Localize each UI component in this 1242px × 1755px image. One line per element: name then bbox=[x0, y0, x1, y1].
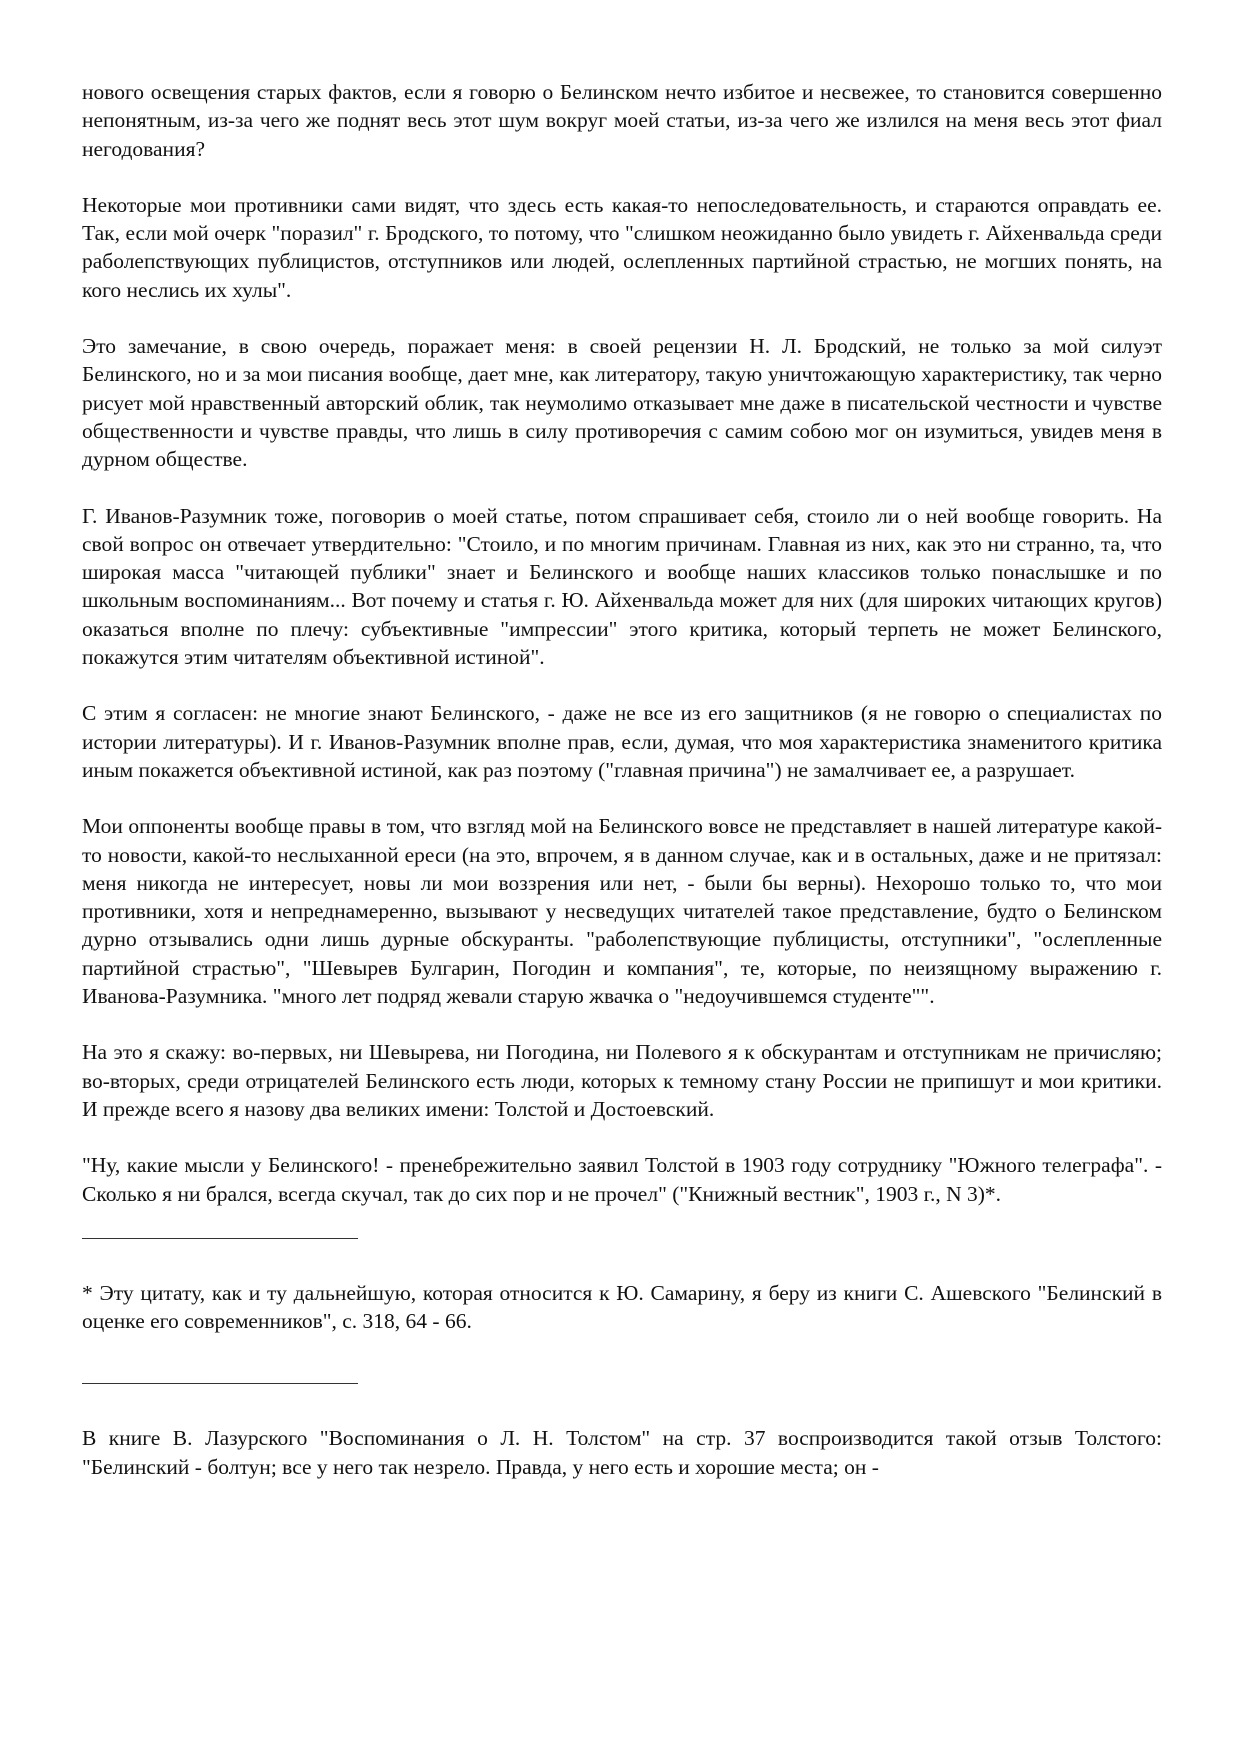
paragraph-6: Мои оппоненты вообще правы в том, что взгляд мой на Белинского вовсе не представляет в нашей литературе какой-то новости, какой-то неслыханной ереси (на это, впрочем, я в данном случае, как и в остальных, даже и не притязал: меня никогда не интересует, новы ли мои воззрения или нет, - были бы верны). Нехорошо только то, что мои противники, хотя и непреднамеренно, вызывают у несведущих читателей такое представление, будто о Белинском дурно отзывались одни лишь дурные обскуранты. "раболепствующие публицисты, отступники", "ослепленные партийной страстью", "Шевырев Булгарин, Погодин и компания", те, которые, по неизящному выражению г. Иванова-Разумника. "много лет подряд жевали старую жвачка о "недоучившемся студенте"". bbox=[82, 814, 1162, 1009]
paragraph-4: Г. Иванов-Разумник тоже, поговорив о моей статье, потом спрашивает себя, стоило ли о ней вообще говорить. На свой вопрос он отвечает утвердительно: "Стоило, и по многим причинам. Главная из них, как это ни странно, та, что широкая масса "читающей публики" знает и Белинского и вообще наших классиков только понаслышке и по школьным воспоминаниям... Вот почему и статья г. Ю. Айхенвальда может для них (для широких читающих кругов) оказаться вполне по плечу: субъективные "импрессии" этого критика, который терпеть не может Белинского, покажутся этим читателям объективной истиной". bbox=[82, 503, 1162, 670]
paragraph-8: "Ну, какие мысли у Белинского! - пренебрежительно заявил Толстой в 1903 году сотруднику "Южного телеграфа". - Сколько я ни брался, всегда скучал, так до сих пор и не прочел" ("Книжный вестник", 1903 г., N 3)*. bbox=[82, 1153, 1162, 1206]
paragraph-1: нового освещения старых фактов, если я говорю о Белинском нечто избитое и несвежее, то становится совершенно непонятным, из-за чего же поднят весь этот шум вокруг моей статьи, из-за чего же излился на меня весь этот фиал негодования? bbox=[82, 80, 1162, 161]
document-page bbox=[82, 78, 1162, 1481]
footnote-separator-top bbox=[82, 1238, 358, 1239]
paragraph-3: Это замечание, в свою очередь, поражает меня: в своей рецензии Н. Л. Бродский, не только за мой силуэт Белинского, но и за мои писания вообще, дает мне, как литератору, такую уничтожающую характеристику, так черно рисует мой нравственный авторский облик, так неумолимо отказывает мне даже в писательской честности и чувстве общественности и чувстве правды, что лишь в силу противоречия с самим собою мог он изумиться, увидев меня в дурном обществе. bbox=[82, 334, 1162, 472]
paragraph-2: Некоторые мои противники сами видят, что здесь есть какая-то непоследовательность, и стараются оправдать ее. Так, если мой очерк "поразил" г. Бродского, то потому, что "слишком неожиданно было увидеть г. Айхенвальда среди раболепствующих публицистов, отступников или людей, ослепленных партийной страстью, не могших понять, на кого неслись их хулы". bbox=[82, 192, 1162, 302]
paragraph-5: С этим я согласен: не многие знают Белинского, - даже не все из его защитников (я не говорю о специалистах по истории литературы). И г. Иванов-Разумник вполне прав, если, думая, что моя характеристика знаменитого критика иным покажется объективной истиной, как раз поэтому ("главная причина") не замалчивает ее, а разрушает. bbox=[82, 701, 1162, 782]
continuation-paragraph: В книге В. Лазурского "Воспоминания о Л. Н. Толстом" на стр. 37 воспроизводится такой отзыв Толстого: "Белинский - болтун; все у него так незрело. Правда, у него есть и хорошие места; он - bbox=[82, 1426, 1162, 1479]
paragraph-7: На это я скажу: во-первых, ни Шевырева, ни Погодина, ни Полевого я к обскурантам и отступникам не причисляю; во-вторых, среди отрицателей Белинского есть люди, которых к темному стану России не припишут и мои критики. И прежде всего я назову два великих имени: Толстой и Достоевский. bbox=[82, 1040, 1162, 1121]
footnote-separator-bottom bbox=[82, 1383, 358, 1384]
footnote: * Эту цитату, как и ту дальнейшую, которая относится к Ю. Самарину, я беру из книги С. Ашевского "Белинский в оценке его современников", с. 318, 64 - 66. bbox=[82, 1280, 1162, 1334]
